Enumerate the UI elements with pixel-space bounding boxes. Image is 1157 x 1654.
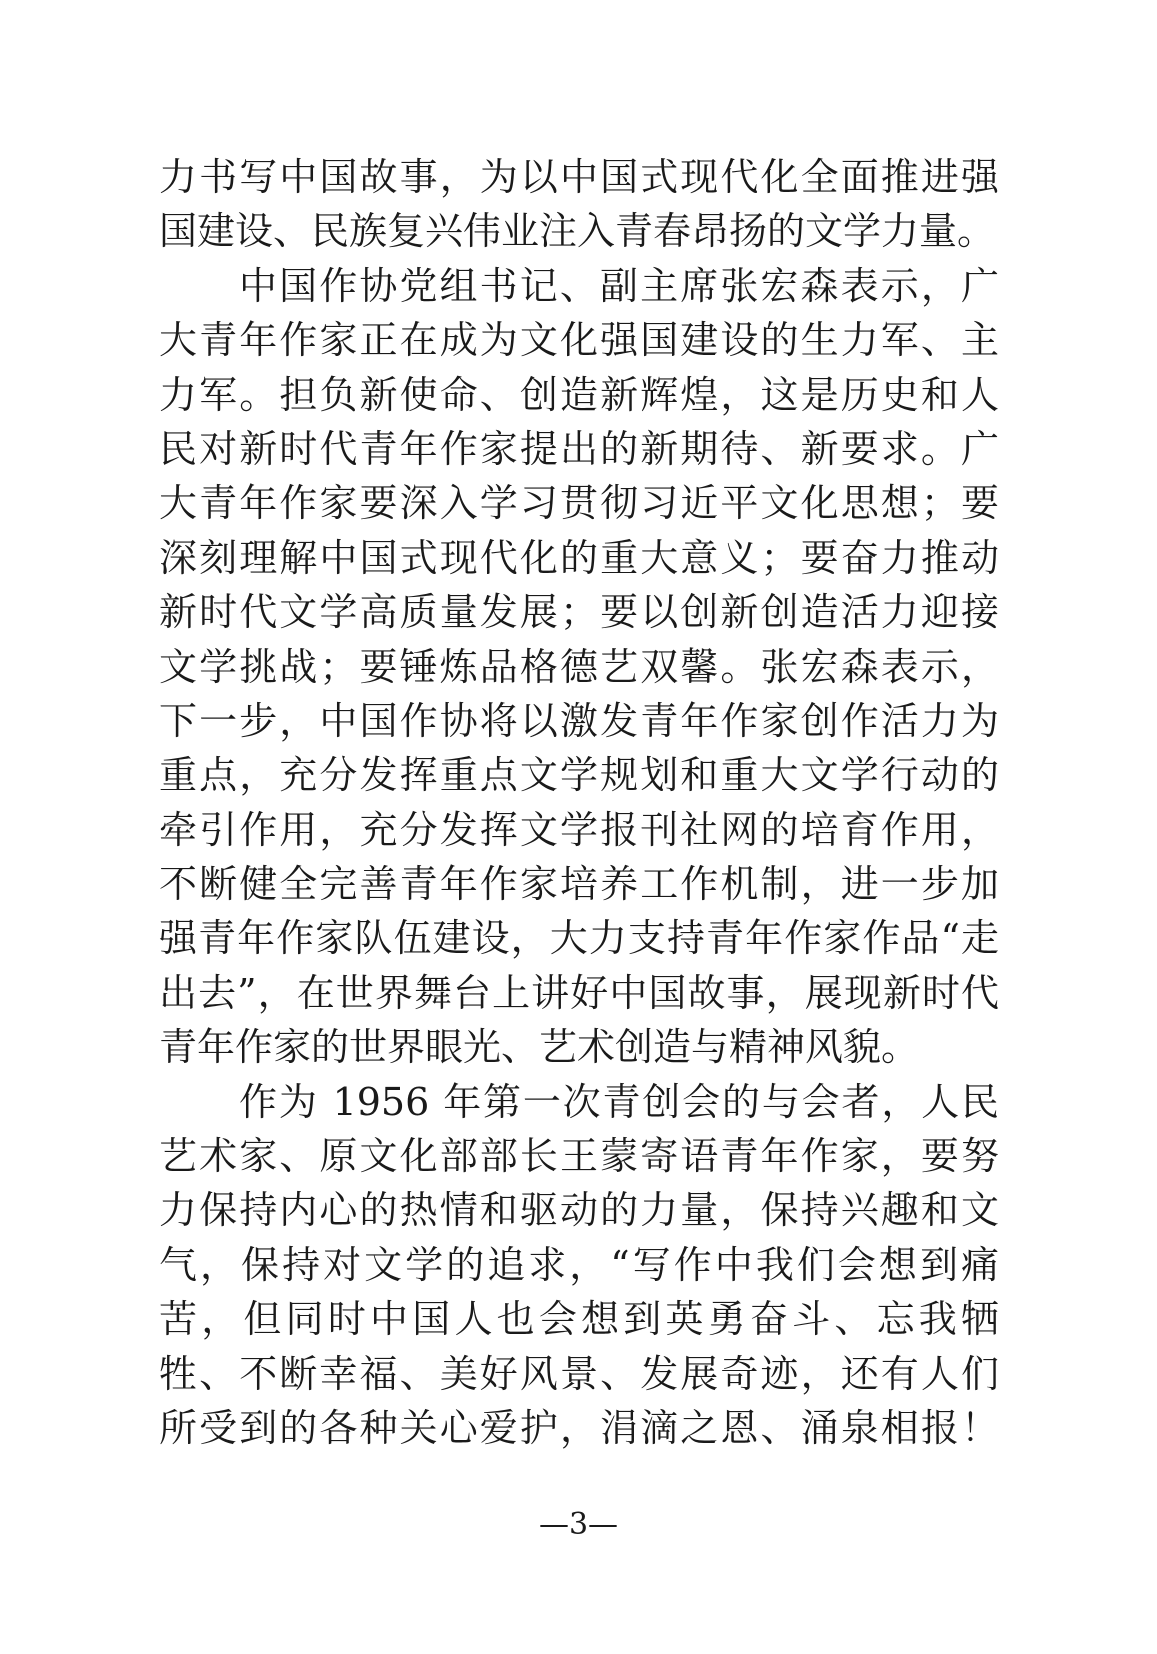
text-line: 下一步，中国作协将以激发青年作家创作活力为 [159,698,999,743]
text-line: 力保持内心的热情和驱动的力量，保持兴趣和文 [159,1188,999,1233]
document-body [159,150,999,1455]
text-line: 力书写中国故事，为以中国式现代化全面推进强 [159,155,999,199]
paragraph-start-line: 作为 1956 年第一次青创会的与会者，人民 [239,1079,999,1124]
text-line: 牵引作用，充分发挥文学报刊社网的培育作用， [159,807,999,852]
text-line: 重点，充分发挥重点文学规划和重大文学行动的 [159,753,999,798]
text-line: 青年作家的世界眼光、艺术创造与精神风貌。 [159,1025,920,1070]
text-line: 不断健全完善青年作家培养工作机制，进一步加 [159,862,999,907]
page-number: —3— [538,1507,619,1542]
text-line: 所受到的各种关心爱护，涓滴之恩、涌泉相报！ [159,1405,999,1450]
text-line: 文学挑战；要锤炼品格德艺双馨。张宏森表示， [159,644,999,689]
text-line: 大青年作家要深入学习贯彻习近平文化思想；要 [159,481,999,526]
text-line: 强青年作家队伍建设，大力支持青年作家作品“走 [159,916,999,961]
text-line: 新时代文学高质量发展；要以创新创造活力迎接 [159,590,999,635]
text-line: 深刻理解中国式现代化的重大意义；要奋力推动 [159,535,999,580]
text-line: 苦，但同时中国人也会想到英勇奋斗、忘我牺 [159,1297,999,1342]
text-line: 民对新时代青年作家提出的新期待、新要求。广 [159,426,999,471]
text-line: 牲、不断幸福、美好风景、发展奇迹，还有人们 [159,1351,999,1396]
text-line: 国建设、民族复兴伟业注入青春昂扬的文学力量。 [159,209,996,254]
text-line: 气，保持对文学的追求，“写作中我们会想到痛 [159,1242,999,1287]
text-line: 艺术家、原文化部部长王蒙寄语青年作家，要努 [159,1134,999,1179]
paragraph-start-line: 中国作协党组书记、副主席张宏森表示，广 [239,263,999,308]
text-line: 出去”，在世界舞台上讲好中国故事，展现新时代 [159,970,999,1015]
text-line: 大青年作家正在成为文化强国建设的生力军、主 [159,318,999,363]
text-line: 力军。担负新使命、创造新辉煌，这是历史和人 [159,372,999,417]
